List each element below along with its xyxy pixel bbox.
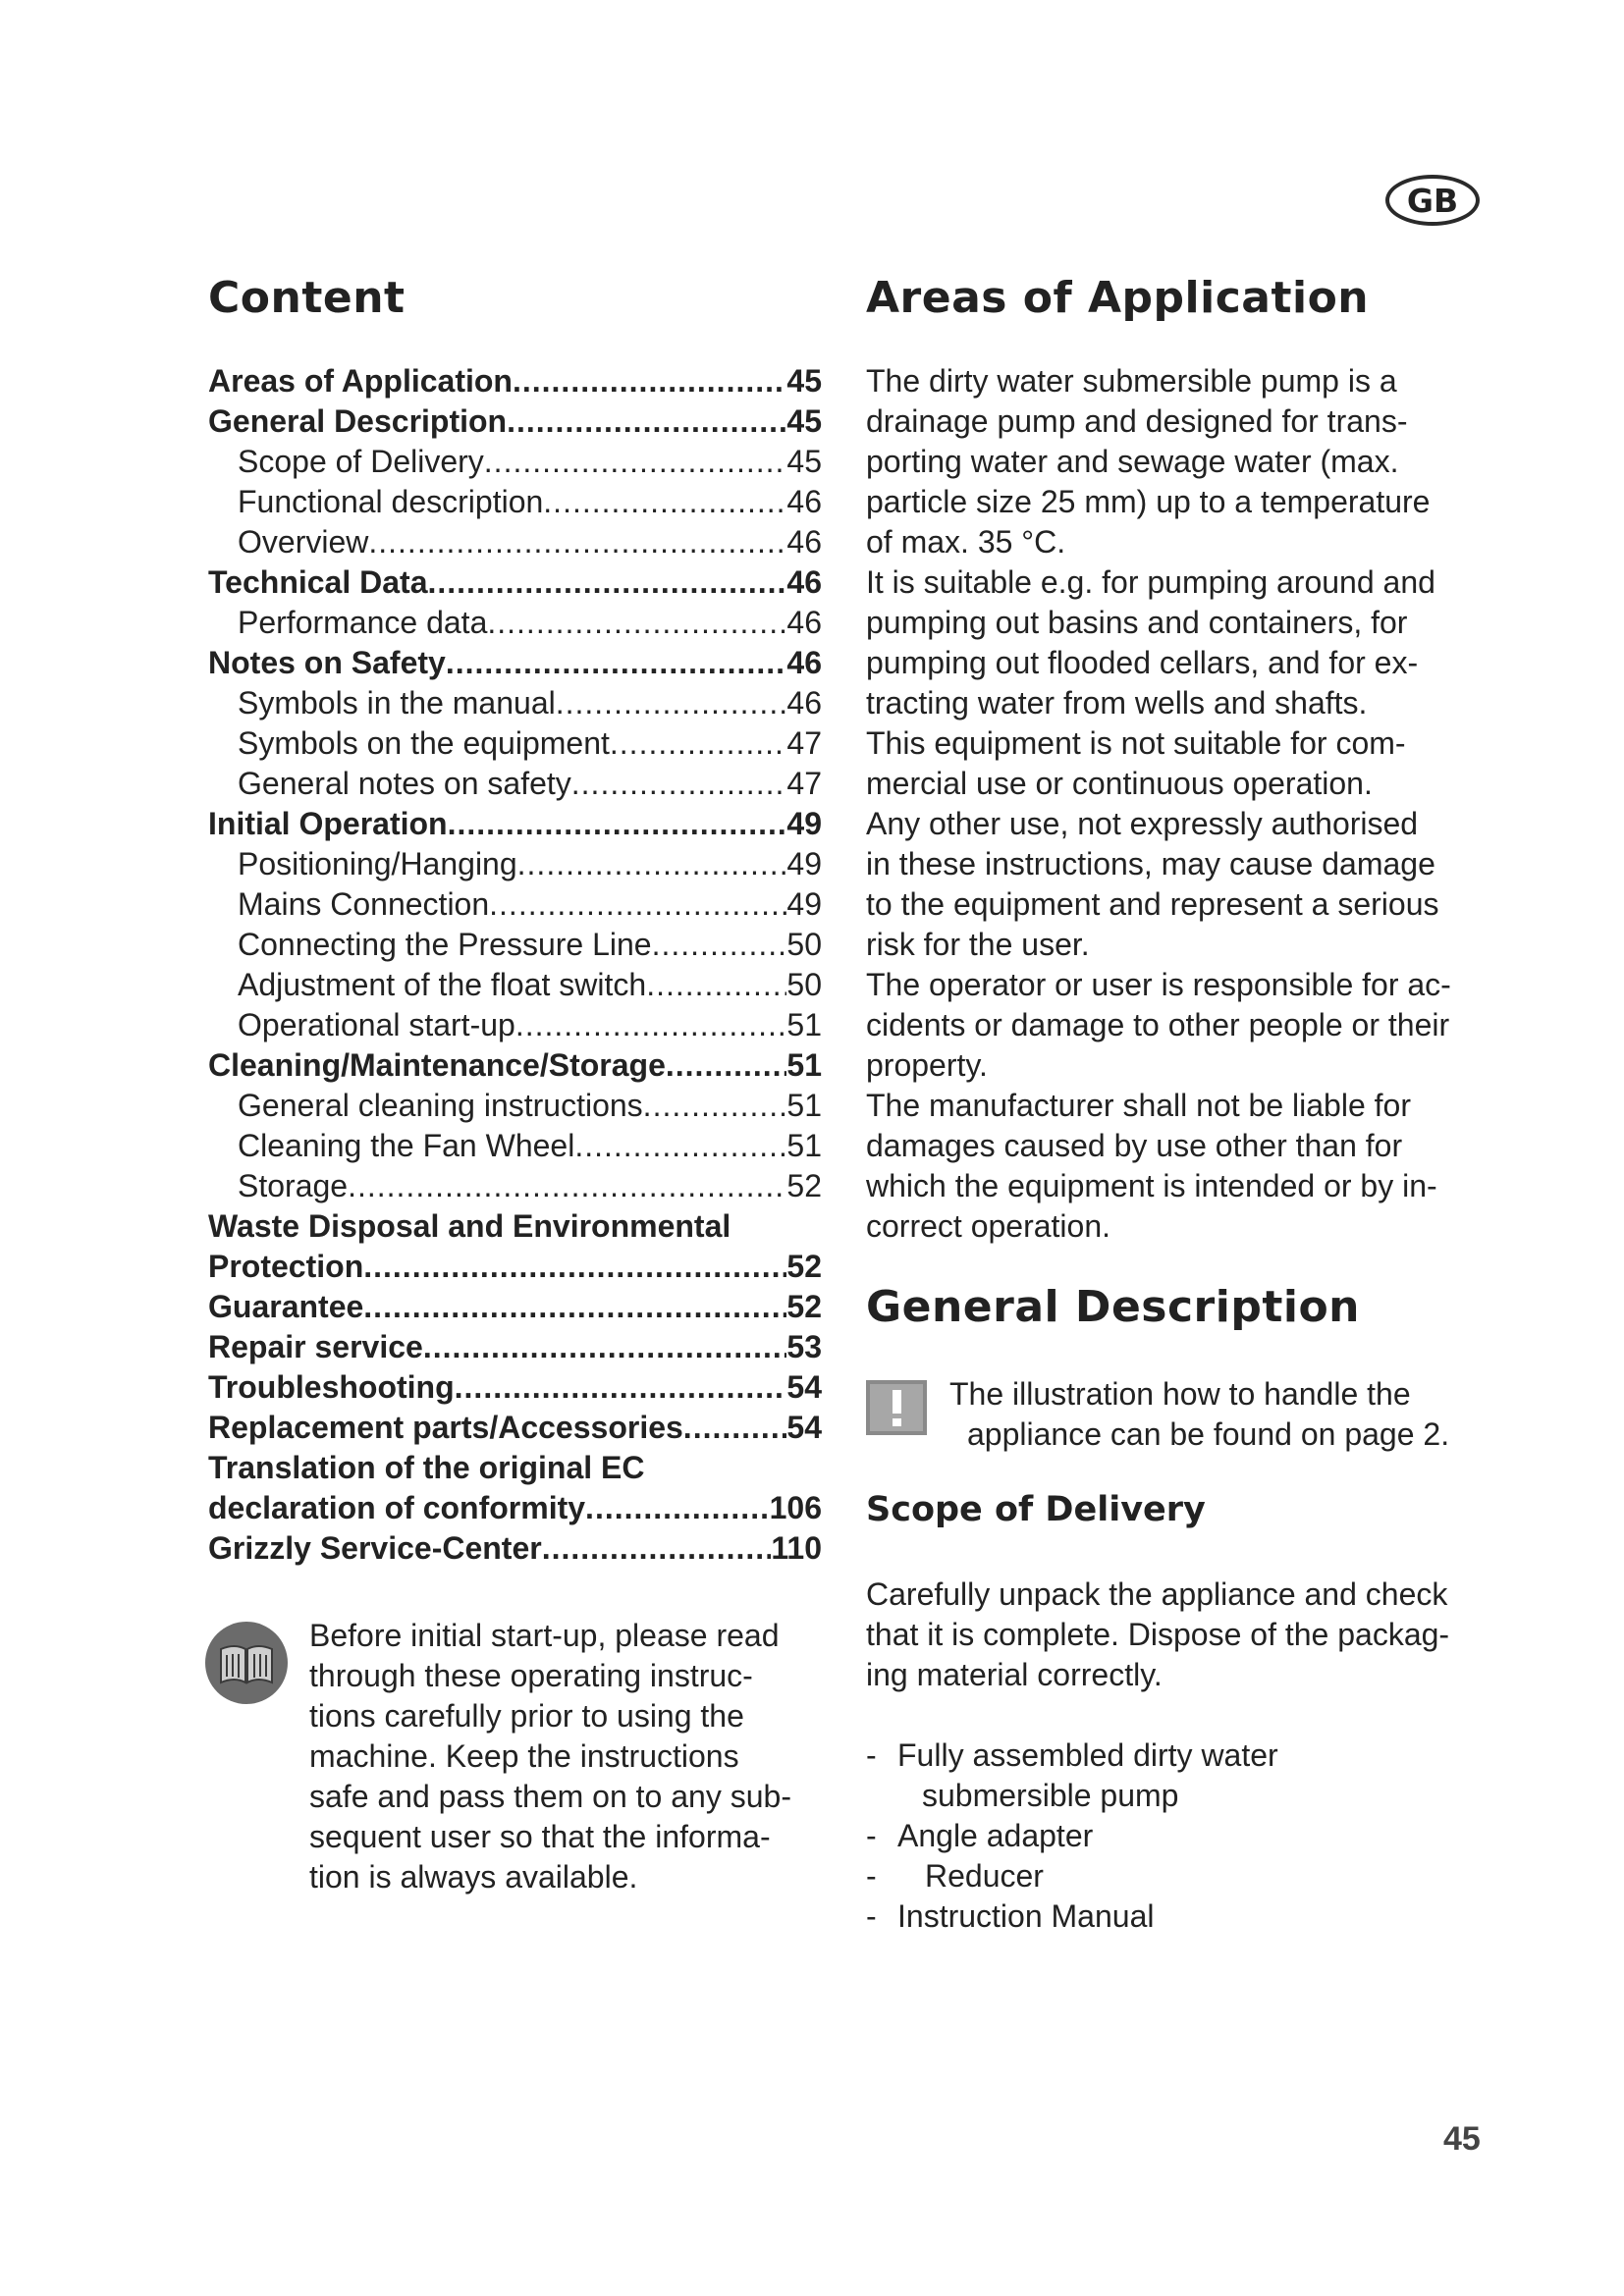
content-title: Content [208,273,406,323]
toc-entry[interactable] [208,1287,822,1327]
toc-entry-page: 54 [786,1369,822,1405]
toc-entry-title: Cleaning/Maintenance/Storage [208,1047,666,1083]
general-note-line: appliance can be found on page 2. [967,1416,1450,1452]
general-note-line: The illustration how to handle the [949,1376,1411,1412]
list-item-text: submersible pump [922,1778,1179,1813]
scope-text [866,1575,1494,1695]
language-badge: GB [1385,175,1480,226]
toc-entry-page: 54 [786,1410,822,1445]
toc-entry[interactable] [208,884,822,925]
areas-line: pumping out basins and containers, for [866,605,1408,640]
list-item-text: Fully assembled dirty water [897,1737,1278,1773]
toc-entry[interactable] [208,522,822,562]
toc-entry-page: 46 [786,564,822,600]
read-note-line: tion is always available. [309,1859,638,1895]
areas-line: of max. 35 °C. [866,524,1066,560]
toc-entry[interactable] [208,683,822,723]
toc-entry-page: 50 [786,967,822,1002]
toc-entry-title: General notes on safety [238,766,571,801]
toc-entry-title: Notes on Safety [208,645,446,680]
read-note-line: safe and pass them on to any sub- [309,1779,791,1814]
toc-entry[interactable] [208,925,822,965]
toc-entry-title: Performance data [238,605,488,640]
toc-leader-dots [556,683,787,723]
areas-line: correct operation. [866,1208,1111,1244]
areas-line: in these instructions, may cause damage [866,846,1435,881]
toc-entry-title: Protection [208,1249,364,1284]
toc-leader-dots [363,1247,786,1287]
areas-line: mercial use or continuous operation. [866,766,1373,801]
toc-entry-page: 45 [786,403,822,439]
delivery-list [866,1735,1494,1937]
toc-leader-dots [507,401,786,442]
toc-leader-dots [513,361,786,401]
toc-entry-page: 46 [786,484,822,519]
toc-leader-dots [646,965,786,1005]
toc-leader-dots [571,764,787,804]
toc-leader-dots [427,562,786,603]
toc-entry-title: Waste Disposal and Environmental [208,1208,731,1244]
toc-entry-page: 50 [786,927,822,962]
toc-entry[interactable] [208,482,822,522]
areas-of-application-title: Areas of Application [866,273,1370,323]
list-item-text: Reducer [925,1858,1044,1894]
toc-entry[interactable] [208,1126,822,1166]
scope-of-delivery-title: Scope of Delivery [866,1490,1206,1529]
toc-leader-dots [542,1528,772,1569]
toc-entry-title: Translation of the original EC [208,1450,645,1485]
toc-leader-dots [515,1005,787,1045]
toc-entry[interactable] [208,1166,822,1206]
toc-entry-page: 49 [786,846,822,881]
list-item-text: Instruction Manual [897,1898,1155,1934]
toc-entry-title: Connecting the Pressure Line [238,927,652,962]
areas-line: drainage pump and designed for trans- [866,403,1408,439]
read-note-line: sequent user so that the informa- [309,1819,771,1854]
toc-entry[interactable] [208,1528,822,1569]
areas-line: cidents or damage to other people or their [866,1007,1450,1042]
toc-entry-page: 110 [771,1530,822,1566]
toc-entry[interactable] [208,1488,822,1528]
toc-leader-dots [666,1045,787,1086]
toc-entry-page: 51 [786,1047,822,1083]
toc-entry-title: Operational start-up [238,1007,515,1042]
scope-line: ing material correctly. [866,1657,1163,1692]
toc-entry-page: 46 [786,605,822,640]
read-note-text [309,1616,830,1897]
toc-leader-dots [585,1488,770,1528]
toc-entry-title: Scope of Delivery [238,444,484,479]
toc-entry-title: Initial Operation [208,806,448,841]
list-item: - Reducer [866,1858,1044,1894]
toc-entry-page: 53 [786,1329,822,1364]
toc-entry-page: 45 [786,363,822,399]
toc-entry[interactable] [208,1005,822,1045]
toc-entry[interactable] [208,1206,822,1247]
read-note-line: tions carefully prior to using the [309,1698,744,1734]
areas-line: which the equipment is intended or by in- [866,1168,1437,1203]
areas-line: pumping out flooded cellars, and for ex- [866,645,1419,680]
toc-entry-title: General cleaning instructions [238,1088,643,1123]
toc-entry-title: Guarantee [208,1289,364,1324]
toc-entry-title: declaration of conformity [208,1490,586,1525]
toc-leader-dots [423,1327,787,1367]
toc-entry-title: Cleaning the Fan Wheel [238,1128,575,1163]
toc-entry-title: Symbols on the equipment [238,725,610,761]
toc-entry[interactable] [208,804,822,844]
toc-entry-page: 52 [786,1168,822,1203]
general-note-text [949,1374,1499,1455]
toc-entry[interactable] [208,1448,822,1488]
toc-entry-page: 106 [769,1490,822,1525]
toc-entry[interactable] [208,1327,822,1367]
toc-entry-title: General Description [208,403,508,439]
toc-leader-dots [489,884,786,925]
toc-entry[interactable] [208,1367,822,1408]
toc-entry[interactable] [208,1247,822,1287]
toc-entry-page: 46 [786,685,822,721]
toc-entry[interactable] [208,562,822,603]
toc-entry[interactable] [208,643,822,683]
toc-leader-dots [643,1086,787,1126]
toc-leader-dots [363,1287,786,1327]
areas-line: The dirty water submersible pump is a [866,363,1397,399]
toc-entry[interactable] [208,1408,822,1448]
toc-leader-dots [610,723,787,764]
toc-entry[interactable] [208,723,822,764]
toc-entry-page: 51 [786,1128,822,1163]
exclamation-note-icon [864,1378,935,1437]
toc-entry-title: Troubleshooting [208,1369,455,1405]
toc-entry-title: Functional description [238,484,544,519]
scope-line: Carefully unpack the appliance and check [866,1576,1448,1612]
toc-entry-page: 46 [786,524,822,560]
toc-leader-dots [446,643,787,683]
read-note-line: machine. Keep the instructions [309,1738,739,1774]
areas-line: The operator or user is responsible for ac- [866,967,1451,1002]
toc-entry[interactable] [208,764,822,804]
toc-leader-dots [487,603,786,643]
read-manual-icon [203,1620,290,1706]
areas-line: tracting water from wells and shafts. [866,685,1368,721]
toc-leader-dots [652,925,787,965]
toc-entry-title: Overview [238,524,369,560]
toc-entry-page: 46 [786,645,822,680]
areas-of-application-text [866,361,1494,1247]
toc-leader-dots [683,1408,787,1448]
toc-entry[interactable] [208,401,822,442]
list-item: - Angle adapter [866,1818,1094,1853]
toc-entry-title: Symbols in the manual [238,685,556,721]
toc-entry[interactable] [208,603,822,643]
toc-entry-title: Areas of Application [208,363,513,399]
list-item-text: Angle adapter [897,1818,1094,1853]
toc-entry-page: 47 [786,766,822,801]
toc-entry-title: Grizzly Service-Center [208,1530,542,1566]
toc-leader-dots [484,442,787,482]
read-note-line: through these operating instruc- [309,1658,753,1693]
areas-line: property. [866,1047,988,1083]
list-item: - Instruction Manual [866,1898,1155,1934]
toc-entry[interactable] [208,965,822,1005]
toc-entry-page: 45 [786,444,822,479]
toc-entry-page: 49 [786,886,822,922]
toc-entry-title: Mains Connection [238,886,490,922]
toc-leader-dots [455,1367,787,1408]
areas-line: damages caused by use other than for [866,1128,1403,1163]
toc-entry-title: Repair service [208,1329,423,1364]
toc-entry-page: 49 [786,806,822,841]
areas-line: risk for the user. [866,927,1090,962]
toc-entry-page: 52 [786,1289,822,1324]
areas-line: The manufacturer shall not be liable for [866,1088,1411,1123]
toc-entry-page: 47 [786,725,822,761]
areas-line: porting water and sewage water (max. [866,444,1399,479]
areas-line: particle size 25 mm) up to a temperature [866,484,1431,519]
toc-leader-dots [348,1166,786,1206]
areas-line: It is suitable e.g. for pumping around and [866,564,1435,600]
toc-entry[interactable] [208,361,822,401]
scope-line: that it is complete. Dispose of the packag- [866,1617,1450,1652]
toc-entry-page: 51 [786,1088,822,1123]
areas-line: to the equipment and represent a serious [866,886,1439,922]
areas-line: This equipment is not suitable for com- [866,725,1406,761]
toc-entry-page: 51 [786,1007,822,1042]
list-item: - Fully assembled dirty water submersible pump [866,1735,1494,1816]
toc-leader-dots [517,844,787,884]
toc-entry[interactable] [208,1045,822,1086]
toc-entry-title: Replacement parts/Accessories [208,1410,683,1445]
general-description-title: General Description [866,1282,1360,1332]
read-note-line: Before initial start-up, please read [309,1618,780,1653]
toc-entry[interactable] [208,844,822,884]
toc-leader-dots [448,804,787,844]
toc-entry-title: Positioning/Hanging [238,846,517,881]
toc-entry-title: Adjustment of the float switch [238,967,647,1002]
toc-entry-page: 52 [786,1249,822,1284]
toc-entry-title: Storage [238,1168,349,1203]
toc-leader-dots [574,1126,786,1166]
toc-entry-title: Technical Data [208,564,428,600]
toc-leader-dots [543,482,786,522]
toc-leader-dots [368,522,786,562]
areas-line: Any other use, not expressly authorised [866,806,1419,841]
table-of-contents [208,361,822,1569]
toc-entry[interactable] [208,1086,822,1126]
page-number: 45 [1443,2120,1481,2158]
toc-entry[interactable] [208,442,822,482]
